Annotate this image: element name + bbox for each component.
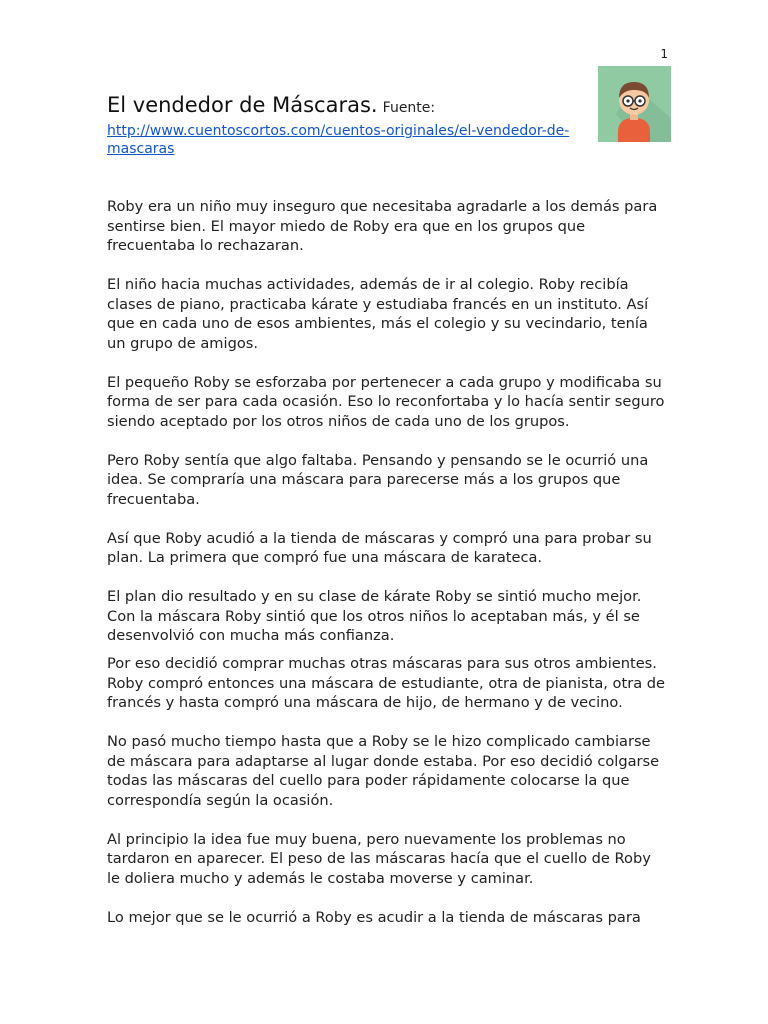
line: sentirse bien. El mayor miedo de Roby era que en los grupos que (107, 217, 586, 235)
paragraph (107, 654, 667, 713)
line: que en cada uno de esos ambientes, más el colegio y su vecindario, tenía (107, 315, 648, 332)
line: No pasó mucho tiempo hasta que a Roby se le hizo complicado cambiarse (107, 733, 651, 750)
line: todas las máscaras del cuello para poder rápidamente colocarse la que (107, 772, 630, 789)
avatar-image (598, 66, 671, 142)
line: idea. Se compraría una máscara para parecerse más a los grupos que (107, 471, 621, 488)
line: frecuentaba lo rechazaran. (107, 237, 304, 254)
line: forma de ser para cada ocasión. Eso lo reconfortaba y lo hacía sentir seguro (107, 393, 665, 410)
paragraph (107, 275, 667, 353)
line: Al principio la idea fue muy buena, pero nuevamente los problemas no (107, 830, 626, 848)
page-number: 1 (660, 47, 668, 61)
line: El plan dio resultado y en su clase de kárate Roby se sintió mucho mejor. (107, 588, 642, 605)
line: Por eso decidió comprar muchas otras máscaras para sus otros ambientes. (107, 655, 657, 672)
line: francés y hasta compró una máscara de hijo, de hermano y de vecino. (107, 694, 623, 711)
paragraph (107, 451, 667, 510)
line: Lo mejor que se le ocurrió a Roby es acudir a la tienda de máscaras para (107, 908, 641, 926)
line: correspondía según la ocasión. (107, 791, 334, 809)
line: Con la máscara Roby sintió que los otros niños lo aceptaban más, y él se (107, 607, 640, 625)
document-title: El vendedor de Máscaras. (107, 93, 378, 117)
paragraph (107, 587, 667, 646)
line: Pero Roby sentía que algo faltaba. Pensando y pensando se le ocurrió una (107, 451, 649, 469)
line: de máscara para adaptarse al lugar donde estaba. Por eso decidió colgarse (107, 752, 660, 770)
line: Roby era un niño muy inseguro que necesitaba agradarle a los demás para (107, 198, 658, 215)
line: siendo aceptado por los otros niños de cada uno de los grupos. (107, 412, 570, 430)
line: tardaron en aparecer. El peso de las máscaras hacía que el cuello de Roby (107, 850, 651, 867)
line: clases de piano, practicaba kárate y estudiaba francés en un instituto. Así (107, 295, 649, 313)
paragraph (107, 529, 667, 568)
line: desenvolvió con mucha más confianza. (107, 627, 395, 644)
line: Roby compró entonces una máscara de estudiante, otra de pianista, otra de (107, 674, 666, 692)
line: plan. La primera que compró fue una máscara de karateca. (107, 549, 543, 566)
source-link-line-1[interactable]: http://www.cuentoscortos.com/cuentos-originales/el-vendedor-de- (107, 123, 570, 139)
line: Así que Roby acudió a la tienda de máscaras y compró una para probar su (107, 529, 652, 547)
source-link-line-2[interactable]: mascaras (107, 141, 175, 157)
paragraph (107, 732, 667, 810)
boy-with-glasses-avatar-icon (598, 66, 671, 142)
paragraph (107, 908, 667, 928)
paragraph (107, 373, 667, 432)
line: El niño hacia muchas actividades, además de ir al colegio. Roby recibía (107, 276, 629, 293)
document-header (107, 90, 602, 159)
line: El pequeño Roby se esforzaba por pertenecer a cada grupo y modificaba su (107, 373, 662, 391)
paragraph (107, 197, 667, 256)
line: frecuentaba. (107, 490, 200, 508)
source-label: Fuente: (382, 100, 436, 116)
paragraph (107, 830, 667, 889)
line: le doliera mucho y además le costaba moverse y caminar. (107, 869, 534, 887)
line: un grupo de amigos. (107, 334, 259, 352)
story-body (107, 197, 667, 927)
